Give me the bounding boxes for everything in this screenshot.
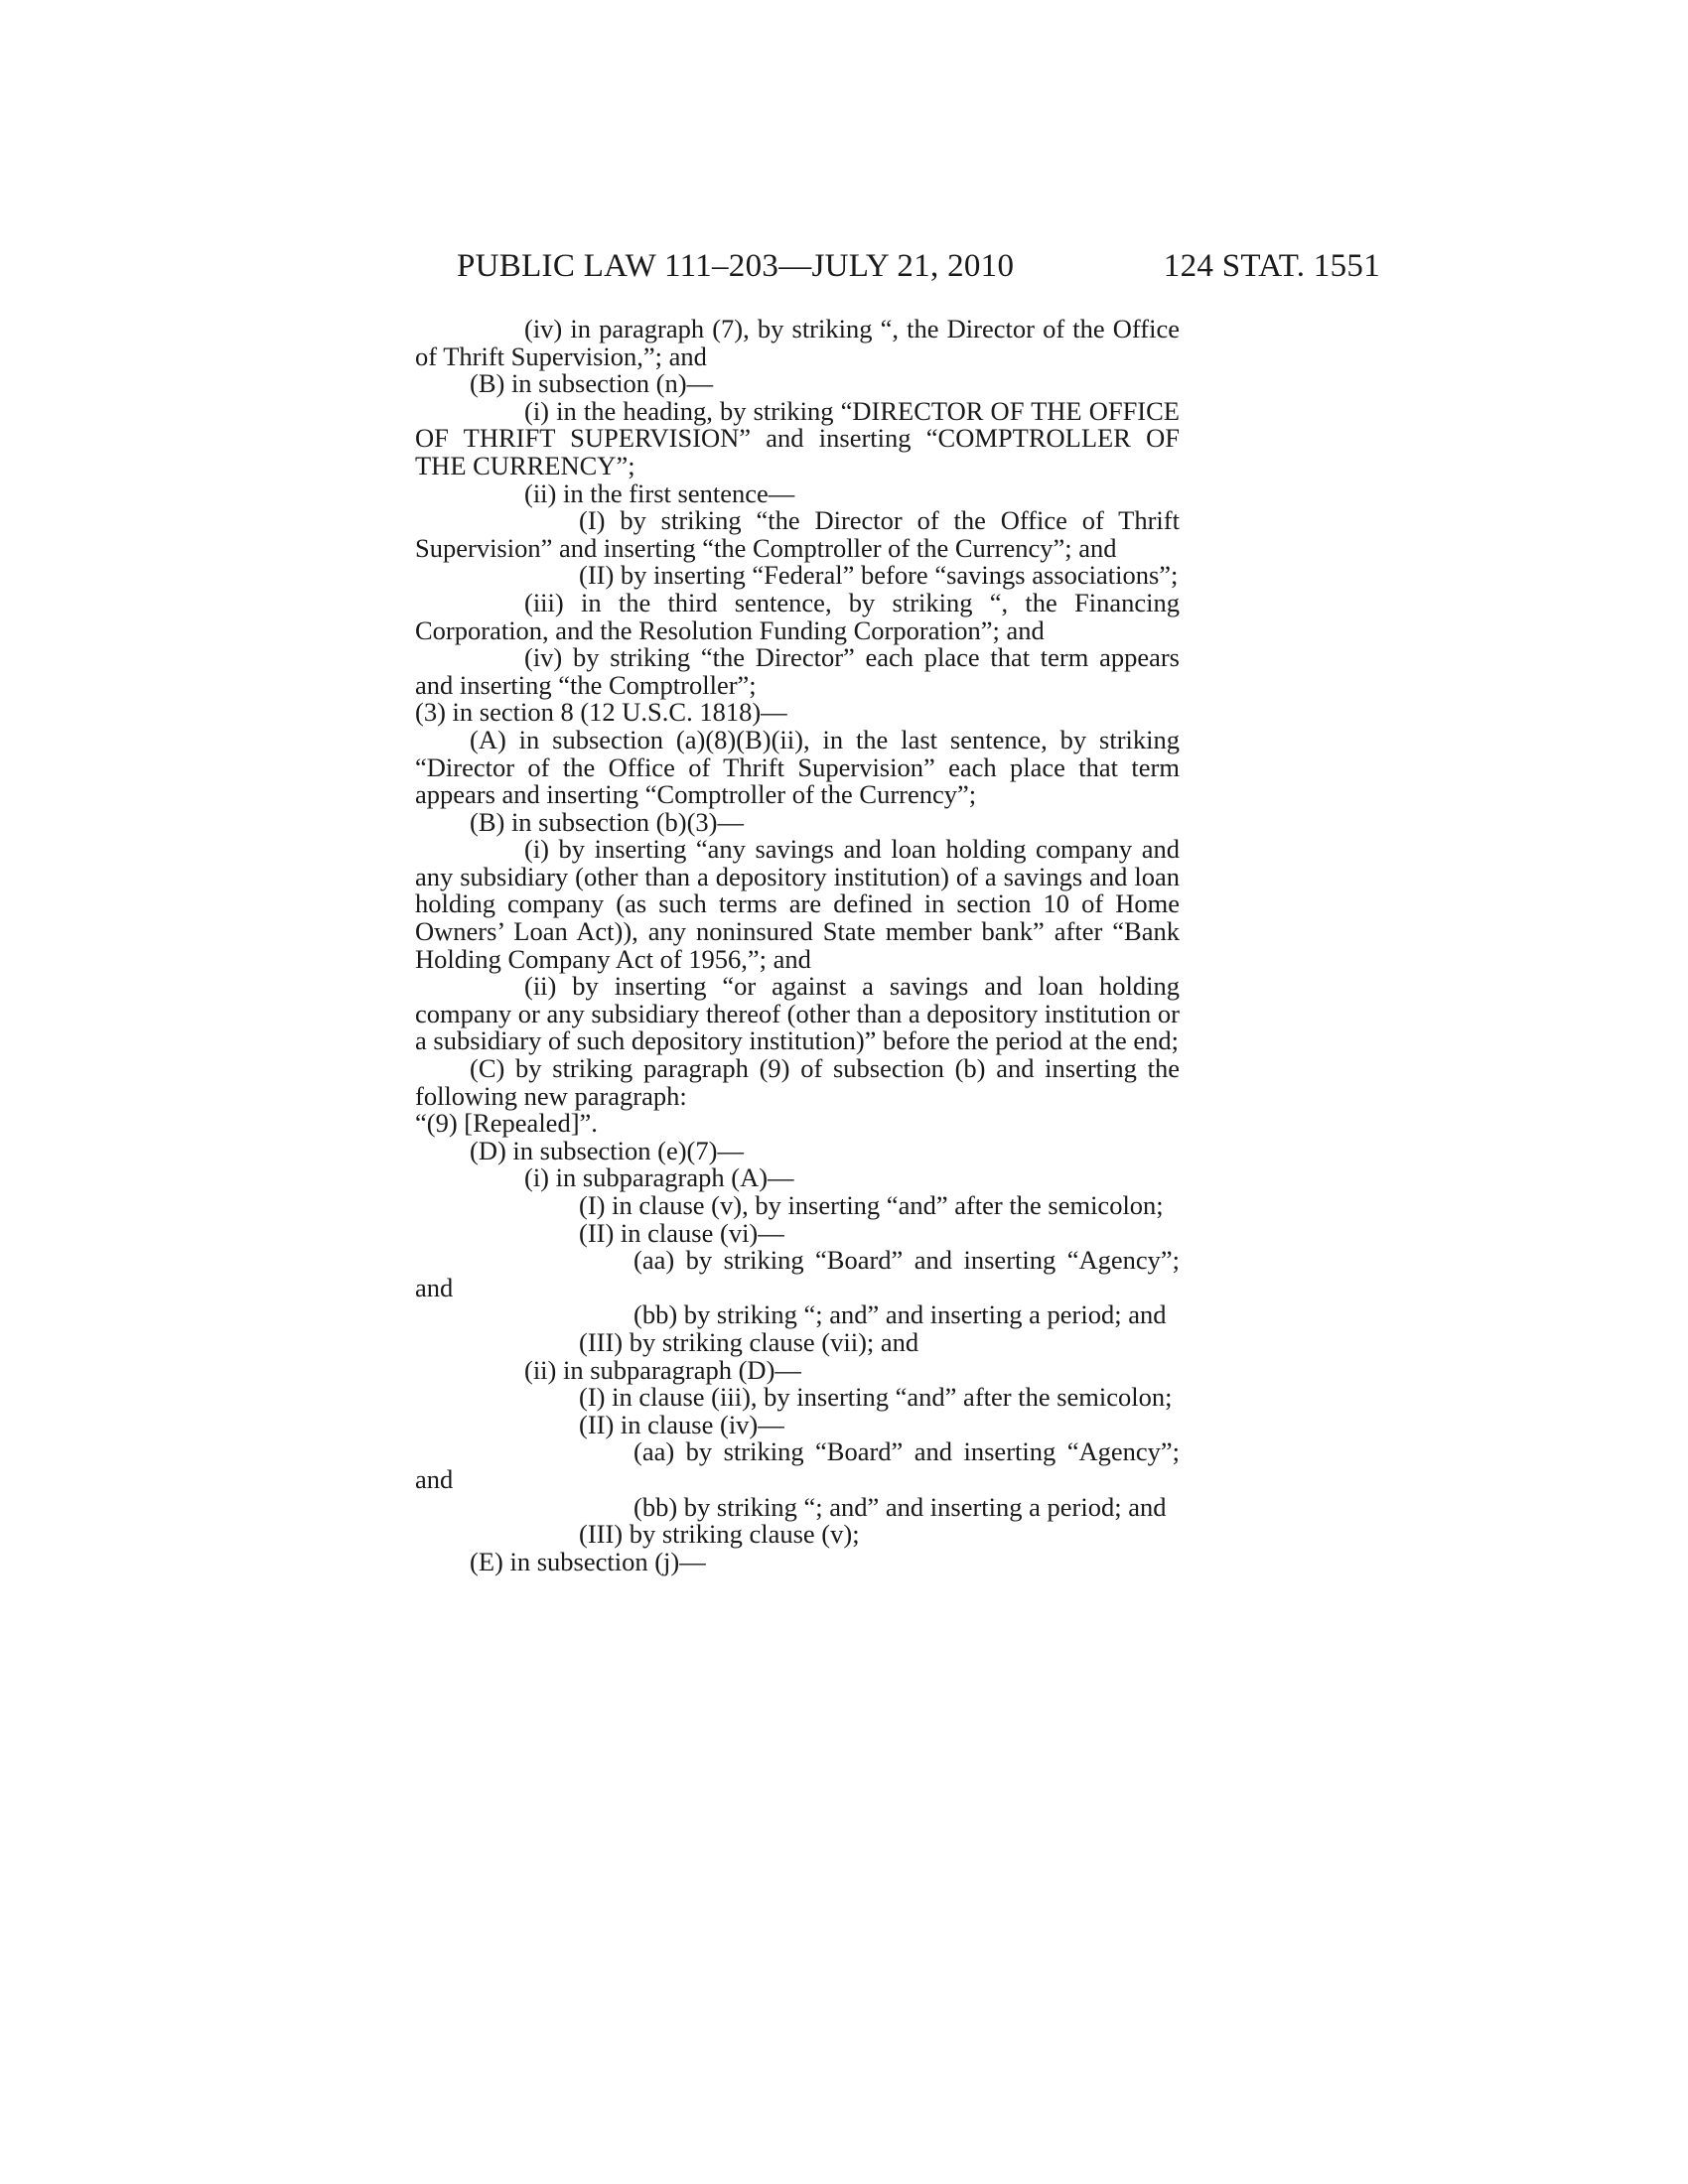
paragraph: (iv) by striking “the Director” each place that term appears and inserting “the Comptroller”; [415,642,1180,700]
paragraph: (i) in subparagraph (A)— [524,1162,794,1193]
paragraph: (III) by striking clause (vii); and [579,1326,919,1357]
paragraph: (E) in subsection (j)— [470,1546,706,1576]
paragraph: “(9) [Repealed]”. [415,1108,598,1139]
paragraph: (I) by striking “the Director of the Office of Thrift Supervision” and inserting “the Comptroller of the Currency”; and [415,505,1180,563]
paragraph: (ii) by inserting “or against a savings and loan holding company or any subsidiary thereof (other than a depository institution or a subsidiary of such depository institution)” before the period at the end; [415,971,1180,1056]
paragraph: (i) by inserting “any savings and loan holding company and any subsidiary (other than a depository institution) of a savings and loan holding company (as such terms are defined in section 10 of Home Owners’ Loan Act)), any noninsured State member bank” after “Bank Holding Company Act of 1956,”; and [415,834,1180,974]
paragraph: (III) by striking clause (v); [579,1519,860,1550]
public-law-citation: PUBLIC LAW 111–203—JULY 21, 2010 [457,248,1015,284]
statute-page-number: 124 STAT. 1551 [1163,248,1380,284]
paragraph: (B) in subsection (b)(3)— [470,806,744,837]
paragraph: (B) in subsection (n)— [470,368,714,399]
paragraph: (C) by striking paragraph (9) of subsection (b) and inserting the following new paragraph: [415,1053,1180,1111]
document-body [415,316,1180,1575]
paragraph: (II) by inserting “Federal” before “savings associations”; [579,560,1179,591]
paragraph: (I) in clause (iii), by inserting “and” after the semicolon; [579,1382,1173,1413]
paragraph: (A) in subsection (a)(8)(B)(ii), in the last sentence, by striking “Director of the Office of Thrift Supervision” each place that term appears and inserting “Comptroller of the Currency”; [415,724,1180,810]
paragraph: (II) in clause (iv)— [579,1409,784,1439]
paragraph: (bb) by striking “; and” and inserting a period; and [633,1491,1167,1522]
paragraph: (ii) in subparagraph (D)— [524,1354,801,1385]
paragraph: (3) in section 8 (12 U.S.C. 1818)— [415,697,787,728]
page-header [457,248,1380,288]
paragraph: (iv) in paragraph (7), by striking “, the Director of the Office of Thrift Supervision,”; and [415,314,1180,371]
paragraph: (aa) by striking “Board” and inserting “Agency”; and [415,1436,1180,1494]
paragraph: (bb) by striking “; and” and inserting a period; and [633,1299,1167,1330]
paragraph: (iii) in the third sentence, by striking “, the Financing Corporation, and the Resolution Funding Corporation”; and [415,587,1180,645]
paragraph: (D) in subsection (e)(7)— [470,1135,744,1165]
paragraph: (ii) in the first sentence— [524,478,795,508]
paragraph: (I) in clause (v), by inserting “and” after the semicolon; [579,1190,1164,1220]
paragraph: (II) in clause (vi)— [579,1217,784,1248]
paragraph: (aa) by striking “Board” and inserting “Agency”; and [415,1245,1180,1302]
paragraph: (i) in the heading, by striking “DIRECTOR OF THE OFFICE OF THRIFT SUPERVISION” and inserting “COMPTROLLER OF THE CURRENCY”; [415,395,1180,480]
